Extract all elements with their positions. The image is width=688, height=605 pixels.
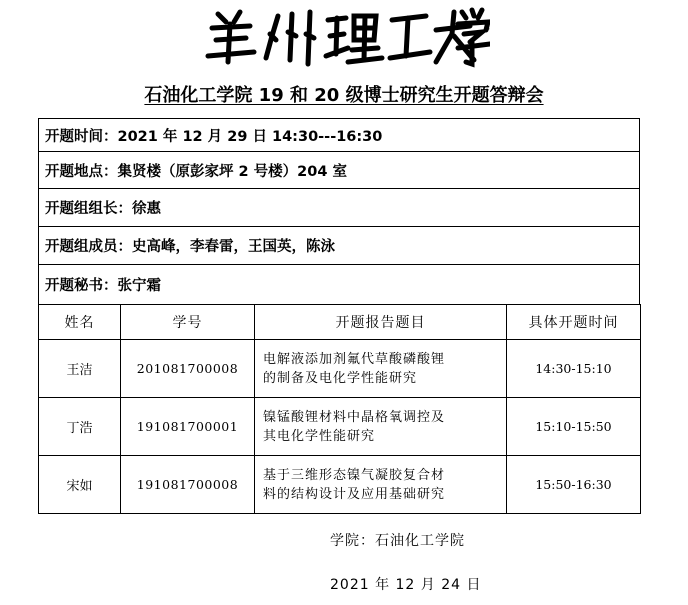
info-time-label: 开题时间： — [45, 128, 118, 145]
university-calligraphy-logo — [200, 6, 490, 70]
topic-line: 电解液添加剂氟代草酸磷酸锂 — [263, 351, 446, 367]
topic-line: 基于三维形态镍气凝胶复合材 — [263, 467, 446, 483]
cell-name: 王洁 — [39, 340, 121, 398]
cell-student-id: 201081700008 — [121, 340, 255, 398]
topic-line: 的制备及电化学性能研究 — [263, 370, 418, 386]
info-leader-value: 徐惠 — [132, 201, 161, 217]
cell-time: 14:30-15:10 — [507, 340, 641, 398]
cell-name: 丁浩 — [39, 398, 121, 456]
topic-line: 料的结构设计及应用基础研究 — [263, 486, 446, 502]
header-topic: 开题报告题目 — [255, 305, 507, 340]
cell-time: 15:10-15:50 — [507, 398, 641, 456]
info-location-label: 开题地点： — [45, 163, 118, 180]
cell-student-id: 191081700001 — [121, 398, 255, 456]
footer-date: 2021 年 12 月 24 日 — [330, 577, 482, 593]
info-members-label: 开题组成员： — [45, 239, 132, 255]
info-row-time — [38, 118, 640, 151]
schedule-table — [38, 304, 641, 514]
info-secretary-label: 开题秘书： — [45, 278, 118, 294]
info-row-leader — [38, 188, 640, 226]
header-name: 姓名 — [39, 305, 121, 340]
page-title — [0, 84, 688, 108]
info-secretary-value: 张宁霜 — [117, 278, 161, 294]
table-row — [39, 398, 641, 456]
info-location-value: 集贤楼（原彭家坪 2 号楼）204 室 — [117, 163, 347, 180]
topic-line: 镍锰酸锂材料中晶格氧调控及 — [263, 409, 446, 425]
info-row-secretary — [38, 264, 640, 304]
info-row-members — [38, 226, 640, 264]
topic-line: 其电化学性能研究 — [263, 428, 376, 444]
header-time: 具体开题时间 — [507, 305, 641, 340]
info-members-value: 史高峰，李春雷，王国英，陈泳 — [132, 239, 335, 255]
cell-topic — [255, 340, 507, 398]
table-header-row — [39, 305, 641, 340]
header-student-id: 学号 — [121, 305, 255, 340]
title-text: 石油化工学院 19 和 20 级博士研究生开题答辩会 — [144, 85, 544, 106]
cell-topic — [255, 398, 507, 456]
cell-topic — [255, 456, 507, 514]
footer-college: 学院：石油化工学院 — [330, 533, 465, 549]
table-row — [39, 456, 641, 514]
cell-time: 15:50-16:30 — [507, 456, 641, 514]
cell-student-id: 191081700008 — [121, 456, 255, 514]
info-leader-label: 开题组组长： — [45, 201, 132, 217]
cell-name: 宋如 — [39, 456, 121, 514]
table-row — [39, 340, 641, 398]
info-time-value: 2021 年 12 月 29 日 14:30---16:30 — [117, 128, 383, 145]
info-row-location — [38, 151, 640, 188]
